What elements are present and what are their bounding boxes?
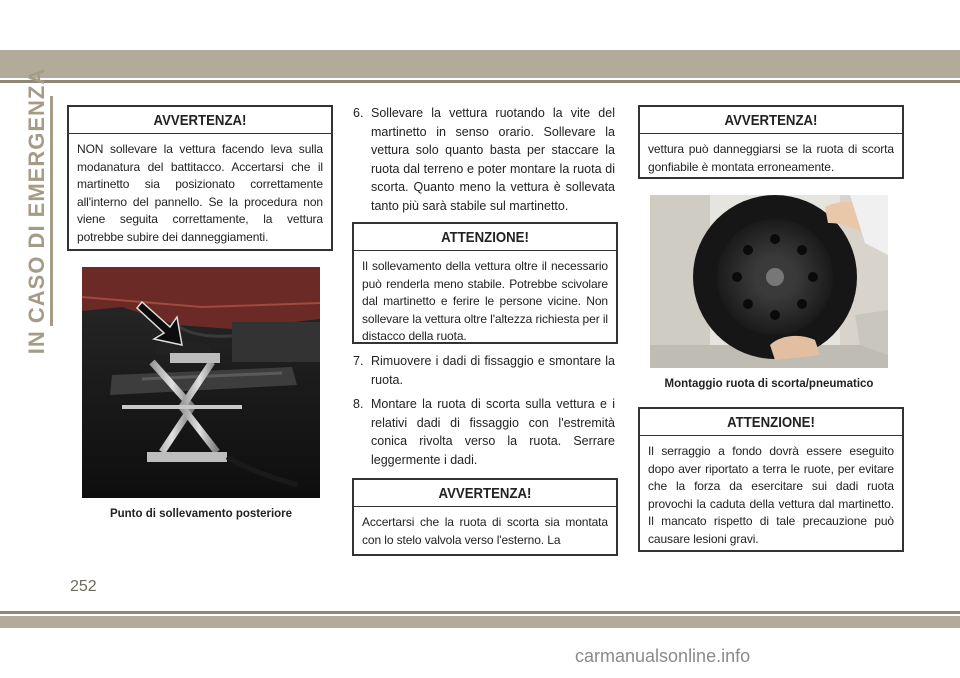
warning-title: AVVERTENZA!	[724, 112, 818, 129]
header-band	[0, 50, 960, 78]
spare-tire-photo	[650, 195, 888, 368]
warning-text: vettura può danneggiarsi se la ruota di scorta gonfiabile è montata erroneamente.	[648, 142, 894, 174]
footer-rule	[0, 611, 960, 614]
caution-title: ATTENZIONE!	[727, 414, 815, 431]
warning-box-2	[352, 478, 618, 556]
footer-band	[0, 616, 960, 628]
page-number: 252	[70, 578, 97, 595]
caution-title: ATTENZIONE!	[441, 229, 529, 246]
step-text: Montare la ruota di scorta sulla vettura e i relativi dadi di fissaggio con l'estremità conica rivolta verso la ruota. Serrare leggermente i dadi.	[371, 397, 615, 467]
section-tab-label: IN CASO DI EMERGENZA	[24, 67, 49, 355]
section-tab	[22, 67, 52, 355]
caution-text: Il serraggio a fondo dovrà essere eseguito dopo aver riportato a terra le ruote, per evitare che la forza da esercitare sui dadi ruota provochi la caduta della vettura dal martinetto. Il mancato rispetto di tale precauzione può causare lesioni gravi.	[648, 444, 894, 546]
section-tab-bar	[50, 96, 53, 326]
step-8	[353, 395, 615, 469]
step-7	[353, 352, 615, 389]
caution-box-1	[352, 222, 618, 344]
warning-title: AVVERTENZA!	[438, 485, 532, 502]
step-number: 6.	[353, 106, 364, 120]
tire-illustration	[650, 195, 888, 368]
step-number: 7.	[353, 354, 364, 368]
step-number: 8.	[353, 397, 364, 411]
watermark: carmanualsonline.info	[575, 646, 751, 666]
step-text: Rimuovere i dadi di fissaggio e smontare la ruota.	[371, 354, 615, 387]
caution-text: Il sollevamento della vettura oltre il necessario può renderla meno stabile. Potrebbe scivolare dal martinetto e ferire le persone vicine. Non sollevare la vettura oltre l'altezza richiesta per il distacco della ruota.	[362, 259, 608, 343]
step-text: Sollevare la vettura ruotando la vite del martinetto in senso orario. Sollevare la vettura solo quanto basta per staccare la ruota dal terreno e poter montare la ruota di scorta. Quanto meno la vettura è sollevata tanto più sarà stabile sul martinetto.	[371, 106, 615, 213]
caution-box-2	[638, 407, 904, 552]
warning-text: Accertarsi che la ruota di scorta sia montata con lo stelo valvola verso l'esterno. La	[362, 515, 608, 547]
warning-box-3	[638, 105, 904, 179]
jack-illustration	[82, 267, 320, 498]
warning-text: NON sollevare la vettura facendo leva sulla modanatura del battitacco. Accertarsi che il martinetto sia posizionato correttamente all'interno del pannello. Se la procedura non viene seguita correttamente, la vettura potrebbe subire dei danneggiamenti.	[77, 142, 323, 244]
figure-caption-1: Punto di sollevamento posteriore	[109, 508, 293, 520]
warning-box-1	[67, 105, 333, 251]
header-rule	[0, 80, 960, 83]
warning-title: AVVERTENZA!	[153, 112, 247, 129]
step-6	[353, 104, 615, 215]
figure-caption-2: Montaggio ruota di scorta/pneumatico	[664, 378, 874, 390]
jack-photo	[82, 267, 320, 498]
